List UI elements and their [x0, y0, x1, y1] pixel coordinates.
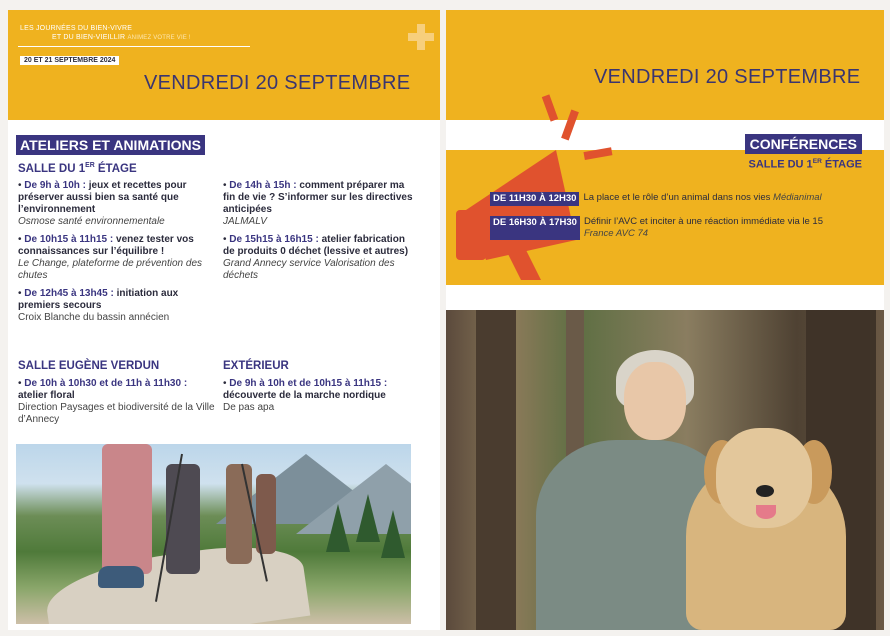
salle2-title: SALLE EUGÈNE VERDUN [18, 360, 160, 372]
salle1-title: SALLE DU 1ER ÉTAGE [18, 162, 137, 175]
workshop-item: • De 14h à 15h : comment préparer ma fin de vie ? S’informer sur les directives anticipées JALMALV [223, 180, 413, 227]
conference-org: Médianimal [773, 192, 822, 203]
day-title: VENDREDI 20 SEPTEMBRE [144, 72, 411, 94]
plus-icon [408, 24, 434, 50]
conference-text: La place et le rôle d’un animal dans nos vies [583, 192, 771, 203]
header-rule [18, 46, 250, 47]
exterieur-title: EXTÉRIEUR [223, 360, 289, 372]
conference-item [490, 192, 880, 206]
header-line-2: ET DU BIEN-VIEILLIR [52, 34, 126, 41]
day-title: VENDREDI 20 SEPTEMBRE [594, 66, 861, 88]
salle2-block [18, 378, 218, 432]
conferences-subtitle: SALLE DU 1ER ÉTAGE [748, 158, 862, 171]
header-tagline: ANIMEZ VOTRE VIE ! [127, 35, 191, 41]
section-title: ATELIERS ET ANIMATIONS [16, 135, 205, 155]
workshop-item: • De 9h à 10h : jeux et recettes pour préserver aussi bien sa santé que l’environnement Osmose santé environnementale [18, 180, 187, 227]
conference-time: DE 11H30 À 12H30 [490, 192, 579, 206]
workshop-item: • De 12h45 à 13h45 : initiation aux premiers secours Croix Blanche du bassin annécien [18, 288, 179, 323]
conferences-title: CONFÉRENCES [745, 134, 862, 154]
megaphone-icon [446, 90, 616, 280]
salle1-col1 [18, 180, 218, 330]
header-line-1: LES JOURNÉES DU BIEN-VIVRE [20, 25, 133, 32]
conference-item [490, 216, 880, 240]
salle1-col2 [223, 180, 413, 288]
conference-org: France AVC 74 [583, 228, 649, 239]
left-page [8, 10, 440, 630]
header-title [20, 24, 230, 43]
date-chip: 20 ET 21 SEPTEMBRE 2024 [20, 56, 119, 65]
workshop-item: • De 9h à 10h et de 10h15 à 11h15 : découverte de la marche nordique De pas apa [223, 378, 388, 413]
workshop-item: • De 15h15 à 16h15 : atelier fabrication de produits 0 déchet (lessive et autres) Grand Annecy service Valorisation des déchets [223, 234, 409, 281]
exterieur-block [223, 378, 413, 420]
conference-text: Définir l’AVC et inciter à une réaction immédiate via le 15 [583, 216, 823, 227]
woman-dog-photo [446, 310, 884, 630]
nordic-walking-photo [16, 444, 411, 624]
workshop-item: • De 10h15 à 11h15 : venez tester vos connaissances sur l’équilibre ! Le Change, plateforme de prévention des chutes [18, 234, 203, 281]
conference-time: DE 16H30 À 17H30 [490, 216, 580, 240]
right-page [446, 10, 884, 630]
workshop-item: • De 10h à 10h30 et de 11h à 11h30 : atelier floral Direction Paysages et biodiversité de la Ville d’Annecy [18, 378, 215, 425]
